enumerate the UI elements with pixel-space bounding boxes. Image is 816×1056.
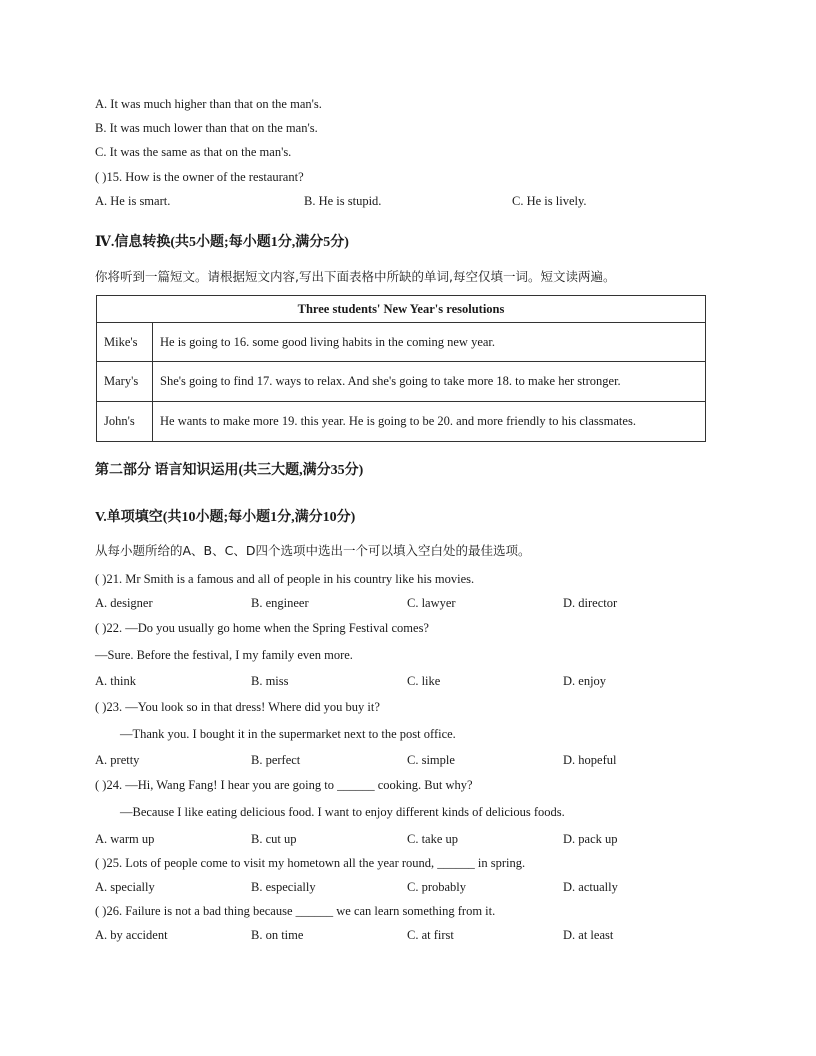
option-b: B. miss xyxy=(251,674,289,688)
info-table-name: Mike's xyxy=(97,323,153,362)
question-stem: ( )21. Mr Smith is a famous and all of people in his country like his movies. xyxy=(95,572,475,586)
option-a: A. think xyxy=(95,674,136,688)
info-table-title: Three students' New Year's resolutions xyxy=(97,296,706,323)
q14-option-b: B. It was much lower than that on the man's. xyxy=(95,121,318,135)
question-stem: ( )23. —You look so in that dress! Where did you buy it? xyxy=(95,700,380,714)
option-a: A. pretty xyxy=(95,753,140,767)
section4-instruction: 你将听到一篇短文。请根据短文内容,写出下面表格中所缺的单词,每空仅填一词。短文读两遍。 xyxy=(95,269,616,284)
q15-option-a: A. He is smart. xyxy=(95,194,171,208)
question-stem: ( )26. Failure is not a bad thing because ______ we can learn something from it. xyxy=(95,904,496,918)
option-b: B. engineer xyxy=(251,596,309,610)
option-b: B. especially xyxy=(251,880,316,894)
question-reply: —Sure. Before the festival, I my family even more. xyxy=(95,648,353,662)
question-reply: —Thank you. I bought it in the supermarket next to the post office. xyxy=(120,727,456,741)
info-table-name: Mary's xyxy=(97,362,153,402)
option-d: D. pack up xyxy=(563,832,618,846)
question-stem: ( )24. —Hi, Wang Fang! I hear you are going to ______ cooking. But why? xyxy=(95,778,473,792)
section4-heading: Ⅳ.信息转换(共5小题;每小题1分,满分5分) xyxy=(95,235,349,250)
option-a: A. warm up xyxy=(95,832,155,846)
option-c: C. at first xyxy=(407,928,454,942)
option-c: C. probably xyxy=(407,880,467,894)
q15-stem: ( )15. How is the owner of the restaurant? xyxy=(95,170,304,184)
option-c: C. take up xyxy=(407,832,459,846)
question-stem: ( )22. —Do you usually go home when the Spring Festival comes? xyxy=(95,621,429,635)
option-a: A. designer xyxy=(95,596,153,610)
info-table-text: She's going to find 17. ways to relax. And she's going to take more 18. to make her stronger. xyxy=(153,362,706,402)
option-b: B. cut up xyxy=(251,832,297,846)
info-table-name: John's xyxy=(97,402,153,442)
option-b: B. perfect xyxy=(251,753,301,767)
info-table-text: He is going to 16. some good living habits in the coming new year. xyxy=(153,323,706,362)
option-a: A. specially xyxy=(95,880,155,894)
option-d: D. hopeful xyxy=(563,753,617,767)
question-stem: ( )25. Lots of people come to visit my hometown all the year round, ______ in spring. xyxy=(95,856,526,870)
part2-heading: 第二部分 语言知识运用(共三大题,满分35分) xyxy=(95,463,364,478)
option-c: C. lawyer xyxy=(407,596,456,610)
question-reply: —Because I like eating delicious food. I want to enjoy different kinds of delicious foods. xyxy=(120,805,565,819)
option-c: C. simple xyxy=(407,753,455,767)
option-d: D. director xyxy=(563,596,618,610)
info-table-text: He wants to make more 19. this year. He is going to be 20. and more friendly to his classmates. xyxy=(153,402,706,442)
q14-option-a: A. It was much higher than that on the man's. xyxy=(95,97,322,111)
section5-instruction: 从每小题所给的A、B、C、D四个选项中选出一个可以填入空白处的最佳选项。 xyxy=(95,543,531,558)
option-a: A. by accident xyxy=(95,928,168,942)
info-table xyxy=(96,295,706,442)
option-c: C. like xyxy=(407,674,441,688)
q15-option-b: B. He is stupid. xyxy=(304,194,382,208)
option-d: D. enjoy xyxy=(563,674,607,688)
q14-option-c: C. It was the same as that on the man's. xyxy=(95,145,292,159)
option-d: D. at least xyxy=(563,928,614,942)
q15-option-c: C. He is lively. xyxy=(512,194,587,208)
section5-heading: V.单项填空(共10小题;每小题1分,满分10分) xyxy=(95,510,356,525)
option-b: B. on time xyxy=(251,928,304,942)
option-d: D. actually xyxy=(563,880,618,894)
